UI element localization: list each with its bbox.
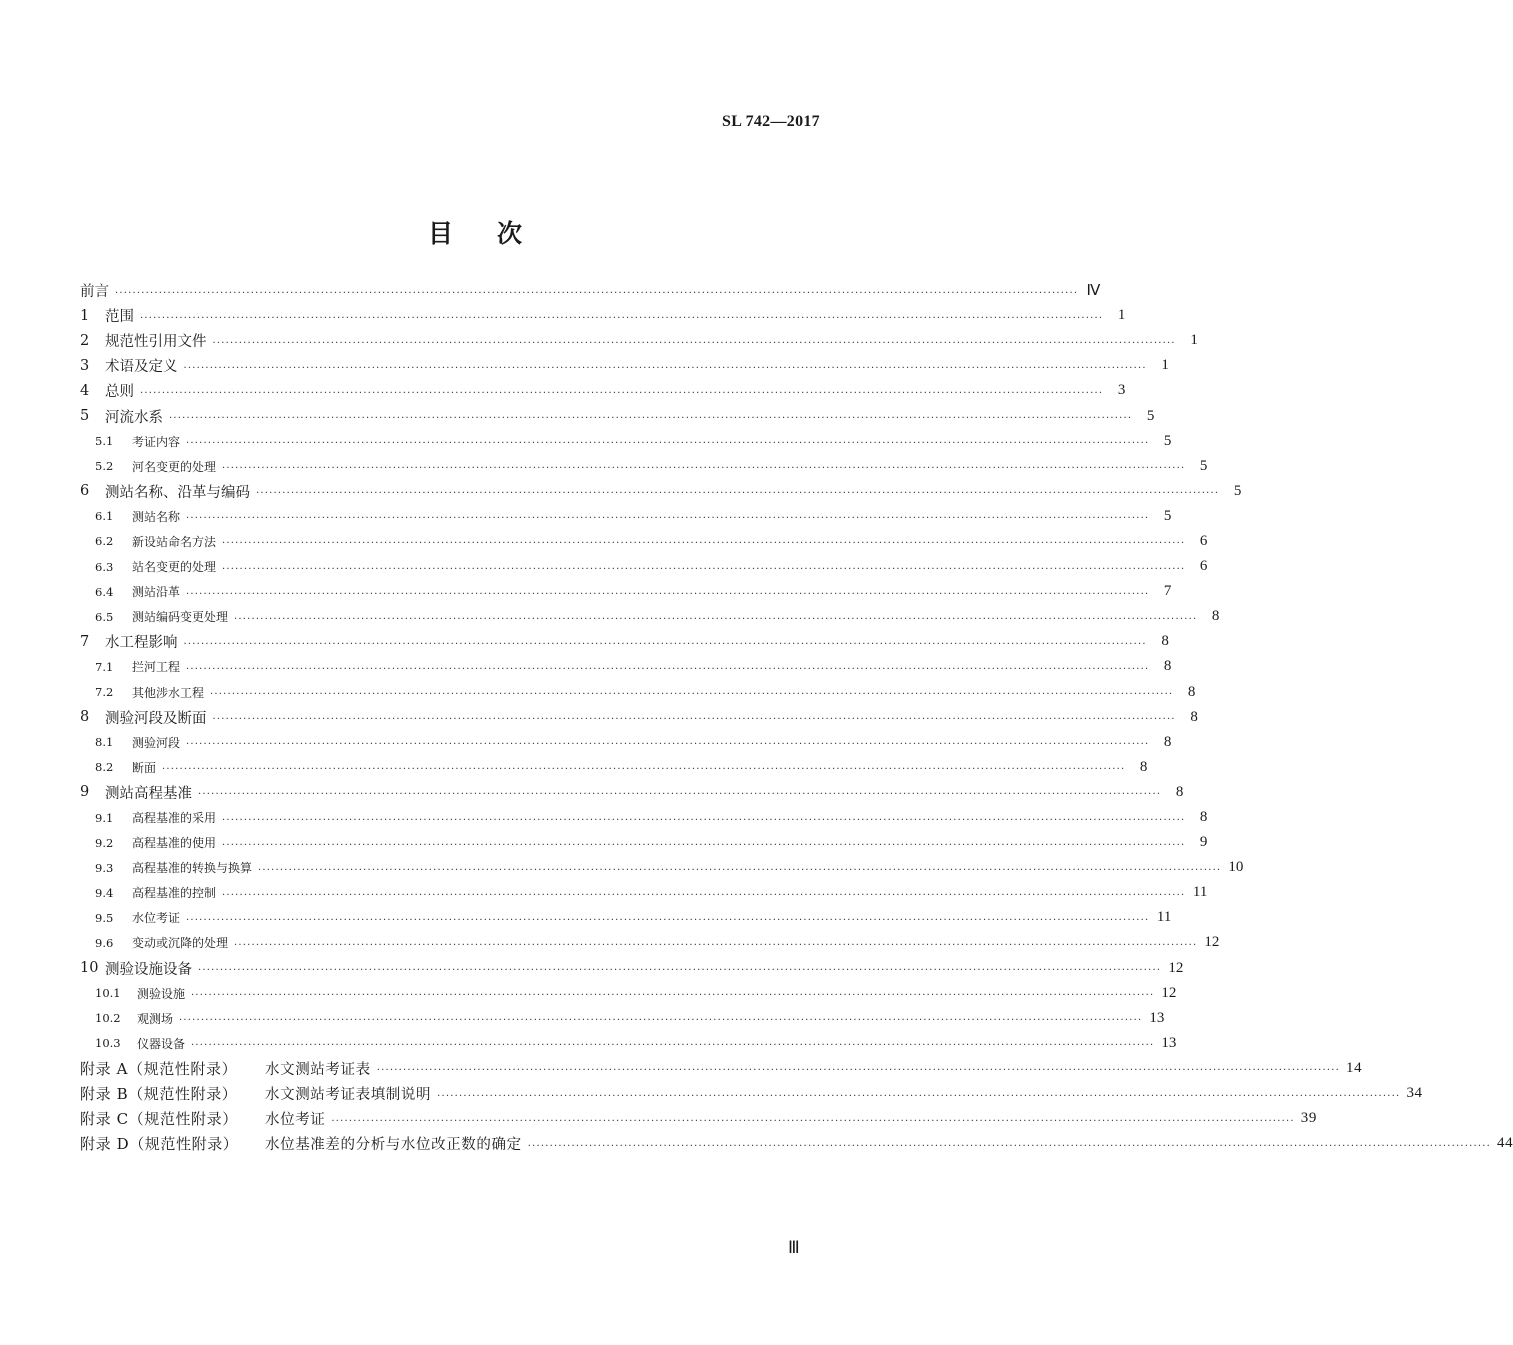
toc-subsection-entry[interactable] — [80, 880, 1208, 905]
toc-entry-title: 总则 — [105, 384, 134, 401]
toc-section-entry[interactable] — [80, 403, 1155, 428]
toc-entry-number: 9.2 — [95, 835, 114, 850]
toc-subsection-entry[interactable] — [80, 855, 1244, 880]
toc-dot-leader: ···························································································································································································································· — [222, 463, 1186, 475]
toc-entry-page: 14 — [1346, 1059, 1363, 1076]
toc-entry-page: 12 — [1204, 934, 1220, 951]
toc-entry-title: 测站名称、沿革与编码 — [105, 484, 250, 501]
toc-entry-page: 8 — [1190, 708, 1198, 725]
toc-entry-title: 测站编码变更处理 — [132, 610, 229, 625]
toc-entry-page: 7 — [1163, 583, 1172, 600]
toc-entry-title: 断面 — [132, 760, 157, 775]
toc-entry-title: 测站高程基准 — [105, 785, 192, 802]
toc-entry-number: 6 — [80, 483, 90, 500]
toc-entry-page: 5 — [1163, 507, 1172, 524]
toc-entry-title: 水文测站考证表 — [265, 1061, 371, 1078]
toc-dot-leader: ···························································································································································································································· — [140, 387, 1104, 399]
toc-entry-page: 5 — [1199, 457, 1208, 474]
toc-subsection-entry[interactable] — [80, 1006, 1165, 1031]
toc-entry-number: 7 — [80, 633, 90, 650]
toc-entry-page: 5 — [1146, 407, 1155, 424]
toc-entry-page: 11 — [1192, 884, 1208, 901]
toc-entry-number: 6.4 — [95, 584, 114, 599]
toc-entry-page: 44 — [1497, 1135, 1513, 1152]
toc-title-char-2: 次 — [497, 218, 523, 248]
toc-entry-title: 测验设施 — [137, 986, 186, 1001]
toc-entry-number: 6.5 — [95, 609, 114, 624]
toc-subsection-entry[interactable] — [80, 905, 1172, 930]
toc-subsection-entry[interactable] — [80, 504, 1172, 529]
toc-subsection-entry[interactable] — [80, 930, 1220, 955]
toc-entry-title: 水位基准差的分析与水位改正数的确定 — [265, 1137, 522, 1154]
toc-dot-leader: ···························································································································································································································· — [222, 889, 1186, 901]
toc-entry-title: 术语及定义 — [105, 359, 178, 376]
toc-section-entry[interactable] — [80, 956, 1184, 981]
toc-entry-number: 9.6 — [95, 935, 114, 950]
toc-entry-page: 13 — [1149, 1009, 1165, 1026]
toc-subsection-entry[interactable] — [80, 554, 1208, 579]
toc-subsection-entry[interactable] — [80, 654, 1172, 679]
toc-entry-number: 附录 A（规范性附录） — [80, 1059, 238, 1078]
toc-entry-page: 11 — [1156, 909, 1172, 926]
toc-section-entry[interactable] — [80, 278, 1101, 303]
standard-code: SL 742—2017 — [722, 113, 820, 130]
toc-entry-title: 考证内容 — [132, 434, 181, 449]
toc-title-char-1: 目 — [427, 218, 453, 248]
toc-dot-leader: ···························································································································································································································· — [258, 864, 1222, 876]
toc-entry-title: 高程基准的控制 — [132, 886, 217, 901]
toc-entry-number: 6.1 — [95, 509, 114, 524]
toc-subsection-entry[interactable] — [80, 755, 1148, 780]
toc-subsection-entry[interactable] — [80, 604, 1220, 629]
toc-subsection-entry[interactable] — [80, 730, 1172, 755]
toc-entry-number: 附录 D（规范性附录） — [80, 1135, 239, 1154]
toc-dot-leader: ···························································································································································································································· — [222, 538, 1186, 550]
toc-appendix-entry[interactable] — [80, 1131, 1513, 1156]
toc-dot-leader: ···························································································································································································································· — [191, 990, 1155, 1002]
toc-dot-leader: ···························································································································································································································· — [115, 287, 1079, 299]
toc-entry-title: 高程基准的使用 — [132, 836, 217, 851]
toc-entry-title: 水文测站考证表填制说明 — [265, 1087, 432, 1104]
toc-entry-number: 1 — [80, 307, 90, 324]
toc-entry-page: 9 — [1199, 834, 1208, 851]
toc-entry-title: 新设站命名方法 — [132, 534, 217, 549]
toc-dot-leader: ···························································································································································································································· — [234, 613, 1198, 625]
toc-entry-page: 3 — [1117, 382, 1126, 399]
toc-dot-leader: ···························································································································································································································· — [179, 1015, 1143, 1027]
toc-entry-title: 仪器设备 — [137, 1036, 186, 1051]
toc-entry-number: 7.2 — [95, 685, 114, 700]
toc-entry-number: 8.2 — [95, 760, 114, 775]
toc-entry-title: 测验设施设备 — [105, 961, 192, 978]
toc-dot-leader: ···························································································································································································································· — [183, 638, 1147, 650]
toc-section-entry[interactable] — [80, 705, 1198, 730]
toc-entry-title: 站名变更的处理 — [132, 560, 217, 575]
toc-section-entry[interactable] — [80, 479, 1242, 504]
toc-entry-page: 8 — [1161, 633, 1169, 650]
toc-entry-title: 测站沿革 — [132, 585, 181, 600]
toc-subsection-entry[interactable] — [80, 830, 1208, 855]
toc-subsection-entry[interactable] — [80, 454, 1208, 479]
toc-entry-title: 水位考证 — [132, 911, 181, 926]
toc-subsection-entry[interactable] — [80, 429, 1172, 454]
toc-dot-leader: ···························································································································································································································· — [186, 513, 1150, 525]
toc-entry-number: 7.1 — [95, 659, 114, 674]
toc-entry-number: 2 — [80, 332, 90, 349]
toc-subsection-entry[interactable] — [80, 579, 1172, 604]
toc-entry-number: 10.2 — [95, 1011, 121, 1026]
toc-entry-number: 附录 C（规范性附录） — [80, 1110, 238, 1129]
toc-entry-page: 5 — [1233, 482, 1242, 499]
toc-entry-title: 拦河工程 — [132, 660, 181, 675]
toc-dot-leader: ···························································································································································································································· — [437, 1090, 1401, 1102]
toc-entry-page: 39 — [1300, 1110, 1317, 1127]
toc-subsection-entry[interactable] — [80, 1031, 1177, 1056]
toc-entry-page: 8 — [1139, 758, 1148, 775]
toc-dot-leader: ···························································································································································································································· — [212, 337, 1176, 349]
toc-entry-title: 河流水系 — [105, 409, 163, 426]
toc-entry-page: 5 — [1163, 432, 1172, 449]
toc-dot-leader: ···························································································································································································································· — [222, 814, 1186, 826]
toc-entry-title: 测站名称 — [132, 509, 181, 524]
toc-entry-page: 1 — [1190, 332, 1198, 349]
toc-dot-leader: ···························································································································································································································· — [222, 563, 1186, 575]
toc-dot-leader: ···························································································································································································································· — [527, 1140, 1492, 1152]
toc-entry-page: 8 — [1211, 608, 1220, 625]
toc-dot-leader: ···························································································································································································································· — [210, 689, 1174, 701]
toc-entry-number: 9.1 — [95, 810, 114, 825]
toc-entry-number: 4 — [80, 382, 90, 399]
toc-dot-leader: ···························································································································································································································· — [198, 965, 1162, 977]
toc-subsection-entry[interactable] — [80, 805, 1208, 830]
toc-entry-number: 10.1 — [95, 986, 121, 1001]
toc-appendix-entry[interactable] — [80, 1106, 1317, 1131]
toc-section-entry[interactable] — [80, 353, 1169, 378]
toc-dot-leader: ···························································································································································································································· — [256, 488, 1220, 500]
toc-section-entry[interactable] — [80, 378, 1126, 403]
toc-entry-number: 10 — [80, 960, 99, 977]
toc-entry-page: 6 — [1199, 558, 1208, 575]
toc-entry-number: 9.5 — [95, 910, 114, 925]
toc-entry-page: 1 — [1117, 307, 1126, 324]
toc-entry-page: 34 — [1406, 1085, 1423, 1102]
toc-appendix-entry[interactable] — [80, 1056, 1363, 1081]
toc-entry-title: 前言 — [80, 284, 109, 301]
toc-subsection-entry[interactable] — [80, 529, 1208, 554]
toc-entry-title: 河名变更的处理 — [132, 459, 217, 474]
toc-entry-title: 水工程影响 — [105, 635, 178, 652]
toc-subsection-entry[interactable] — [80, 680, 1196, 705]
toc-entry-number: 附录 B（规范性附录） — [80, 1085, 238, 1104]
toc-entry-page: 1 — [1161, 357, 1169, 374]
toc-entry-number: 5.2 — [95, 459, 114, 474]
toc-dot-leader: ···························································································································································································································· — [212, 714, 1176, 726]
toc-entry-page: 8 — [1175, 783, 1184, 800]
toc-entry-number: 9.4 — [95, 885, 114, 900]
toc-entry-page: 10 — [1228, 859, 1244, 876]
toc-entry-page: 6 — [1199, 532, 1208, 549]
toc-dot-leader: ···························································································································································································································· — [186, 914, 1150, 926]
toc-entry-page: 8 — [1163, 733, 1172, 750]
toc-entry-number: 9 — [80, 784, 90, 801]
toc-entry-title: 水位考证 — [265, 1112, 326, 1129]
toc-section-entry[interactable] — [80, 629, 1169, 654]
toc-entry-number: 9.3 — [95, 860, 114, 875]
toc-entry-number: 5.1 — [95, 434, 114, 449]
toc-entry-title: 高程基准的转换与换算 — [132, 861, 253, 876]
toc-entry-title: 测验河段及断面 — [105, 710, 207, 727]
toc-dot-leader: ···························································································································································································································· — [376, 1065, 1341, 1077]
toc-entry-page: 12 — [1161, 984, 1177, 1001]
toc-entry-page: 13 — [1161, 1034, 1177, 1051]
toc-dot-leader: ···························································································································································································································· — [140, 312, 1104, 324]
toc-section-entry[interactable] — [80, 303, 1126, 328]
toc-entry-number: 3 — [80, 357, 90, 374]
toc-entry-page: Ⅳ — [1086, 283, 1101, 300]
toc-entry-number: 5 — [80, 408, 90, 425]
toc-section-entry[interactable] — [80, 328, 1198, 353]
toc-subsection-entry[interactable] — [80, 981, 1177, 1006]
toc-dot-leader: ···························································································································································································································· — [186, 739, 1150, 751]
toc-dot-leader: ···························································································································································································································· — [191, 1040, 1155, 1052]
page-number: Ⅲ — [788, 1238, 800, 1257]
toc-appendix-entry[interactable] — [80, 1081, 1423, 1106]
toc-title — [0, 214, 950, 250]
toc-entry-number: 6.3 — [95, 559, 114, 574]
toc-entry-title: 其他涉水工程 — [132, 685, 205, 700]
toc-entry-title: 变动或沉降的处理 — [132, 936, 229, 951]
table-of-contents — [80, 278, 1513, 1156]
toc-entry-number: 8.1 — [95, 735, 114, 750]
toc-entry-number: 6.2 — [95, 534, 114, 549]
toc-entry-page: 12 — [1168, 959, 1184, 976]
toc-entry-page: 8 — [1199, 809, 1208, 826]
toc-section-entry[interactable] — [80, 780, 1184, 805]
toc-entry-title: 规范性引用文件 — [105, 334, 207, 351]
toc-dot-leader: ···························································································································································································································· — [186, 663, 1150, 675]
toc-dot-leader: ···························································································································································································································· — [162, 764, 1126, 776]
toc-entry-title: 范围 — [105, 309, 134, 326]
toc-entry-title: 高程基准的采用 — [132, 811, 217, 826]
toc-entry-number: 8 — [80, 709, 90, 726]
toc-entry-number: 10.3 — [95, 1036, 121, 1051]
toc-entry-page: 8 — [1163, 658, 1172, 675]
toc-dot-leader: ···························································································································································································································· — [234, 939, 1198, 951]
toc-dot-leader: ···························································································································································································································· — [331, 1115, 1295, 1127]
toc-entry-page: 8 — [1187, 683, 1196, 700]
toc-dot-leader: ···························································································································································································································· — [198, 789, 1162, 801]
toc-dot-leader: ···························································································································································································································· — [186, 588, 1150, 600]
toc-dot-leader: ···························································································································································································································· — [183, 362, 1147, 374]
toc-dot-leader: ···························································································································································································································· — [169, 413, 1133, 425]
toc-entry-title: 测验河段 — [132, 735, 181, 750]
toc-dot-leader: ···························································································································································································································· — [186, 438, 1150, 450]
toc-dot-leader: ···························································································································································································································· — [222, 839, 1186, 851]
toc-entry-title: 观测场 — [137, 1011, 174, 1026]
